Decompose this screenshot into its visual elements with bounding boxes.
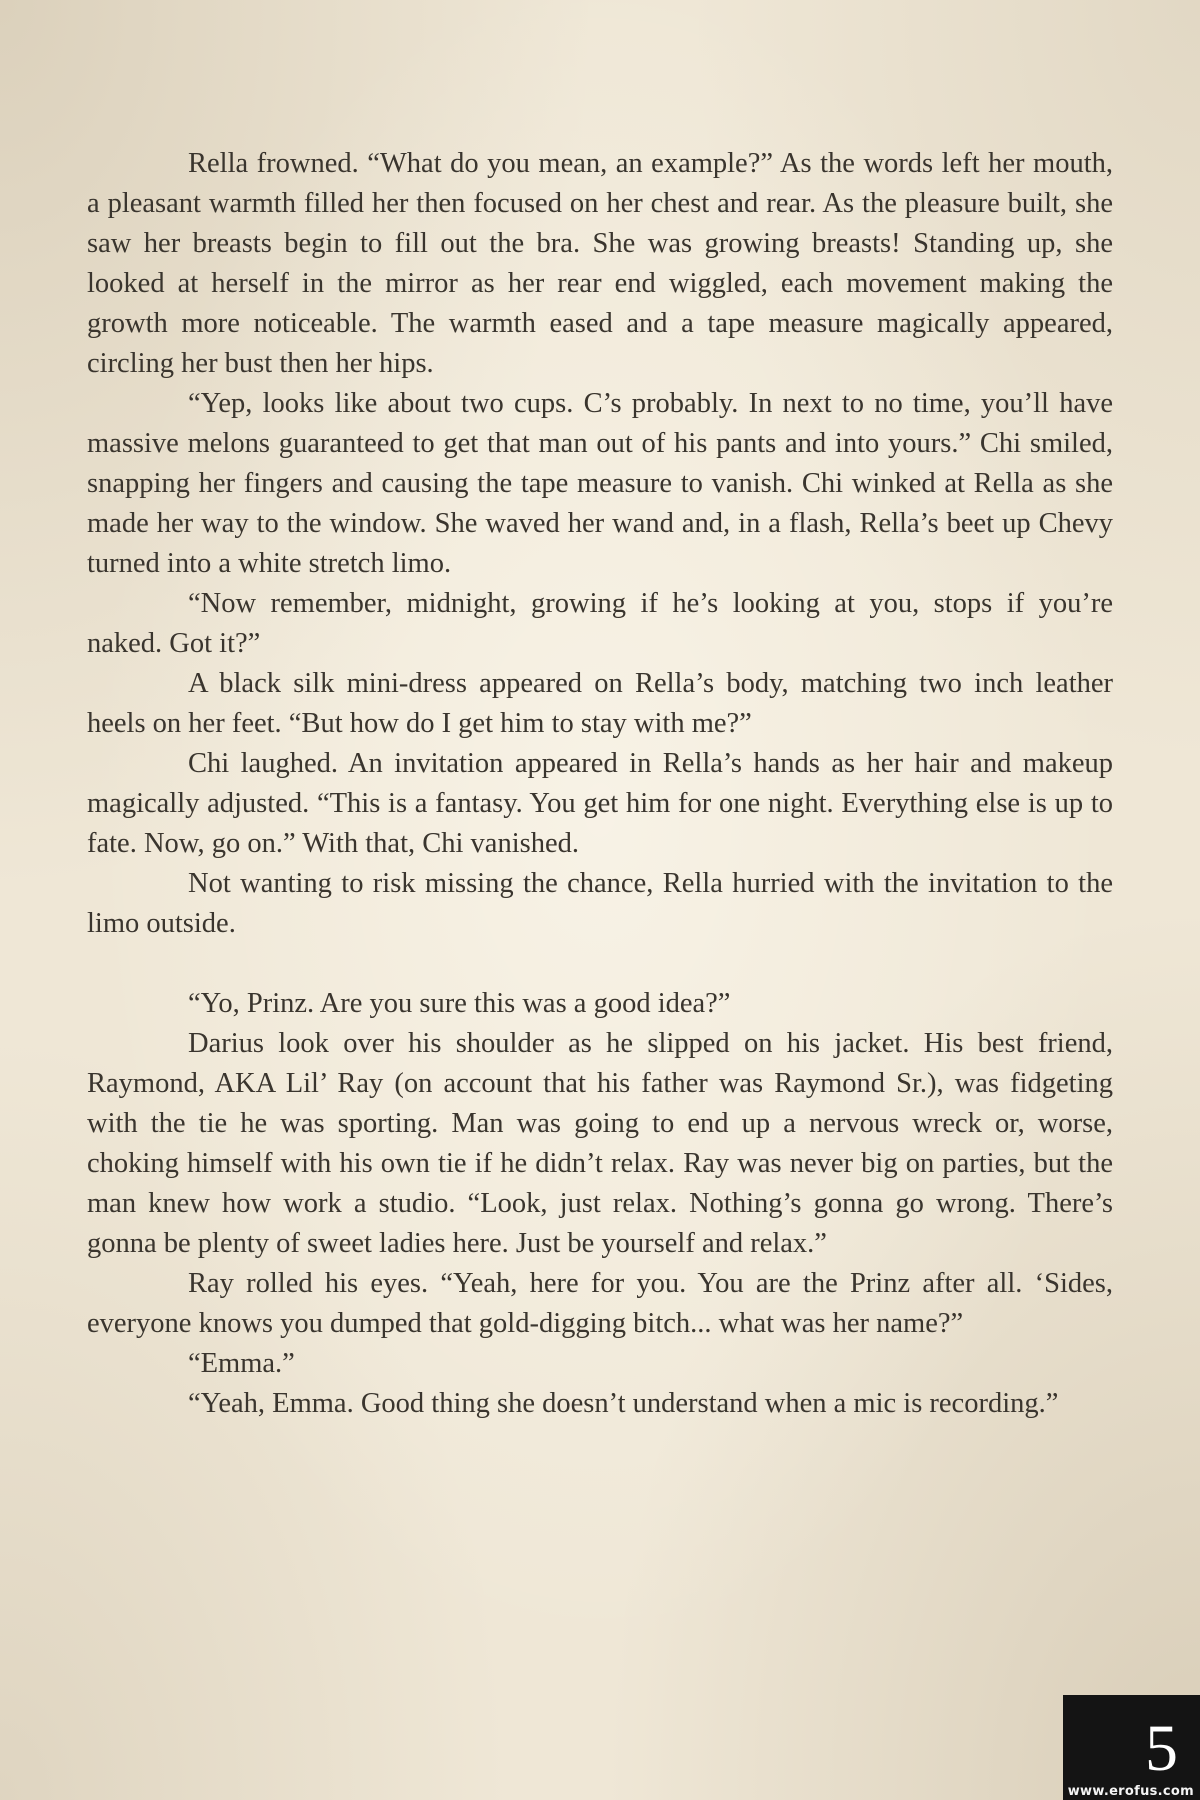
page-text bbox=[87, 144, 1113, 1424]
paragraph: “Yo, Prinz. Are you sure this was a good idea?” bbox=[188, 988, 731, 1019]
paragraph: “Yep, looks like about two cups. C’s probably. In next to no time, you’ll have massive melons guaranteed to get that man out of his pants and into yours.” Chi smiled, snapping her fingers and causing the tape measure to vanish. Chi winked at Rella as she made her way to the window. She waved her wand and, in a flash, Rella’s beet up Chevy turned into a white stretch limo. bbox=[87, 388, 1113, 579]
watermark: www.erofus.com bbox=[1067, 1784, 1194, 1799]
paragraph: “Now remember, midnight, growing if he’s looking at you, stops if you’re naked. Got it?” bbox=[87, 588, 1113, 659]
page-number-box bbox=[1063, 1695, 1200, 1800]
paragraph: Chi laughed. An invitation appeared in Rella’s hands as her hair and makeup magically adjusted. “This is a fantasy. You get him for one night. Everything else is up to fate. Now, go on.” With that, Chi vanished. bbox=[87, 748, 1113, 859]
paragraph: Ray rolled his eyes. “Yeah, here for you. You are the Prinz after all. ‘Sides, everyone knows you dumped that gold-digging bitch... what was her name?” bbox=[87, 1268, 1113, 1339]
paragraph: Rella frowned. “What do you mean, an example?” As the words left her mouth, a pleasant warmth filled her then focused on her chest and rear. As the pleasure built, she saw her breasts begin to fill out the bra. She was growing breasts! Standing up, she looked at herself in the mirror as her rear end wiggled, each movement making the growth more noticeable. The warmth eased and a tape measure magically appeared, circling her bust then her hips. bbox=[87, 148, 1113, 379]
paragraph: “Emma.” bbox=[188, 1348, 295, 1379]
paragraph: Not wanting to risk missing the chance, Rella hurried with the invitation to the limo outside. bbox=[87, 868, 1113, 939]
scene-break bbox=[87, 944, 1113, 984]
paragraph: “Yeah, Emma. Good thing she doesn’t understand when a mic is recording.” bbox=[188, 1388, 1059, 1419]
paragraph: A black silk mini-dress appeared on Rella’s body, matching two inch leather heels on her feet. “But how do I get him to stay with me?” bbox=[87, 668, 1113, 739]
paragraph: Darius look over his shoulder as he slipped on his jacket. His best friend, Raymond, AKA Lil’ Ray (on account that his father was Raymond Sr.), was fidgeting with the tie he was sporting. Man was going to end up a nervous wreck or, worse, choking himself with his own tie if he didn’t relax. Ray was never big on parties, but the man knew how work a studio. “Look, just relax. Nothing’s gonna go wrong. There’s gonna be plenty of sweet ladies here. Just be yourself and relax.” bbox=[87, 1028, 1113, 1259]
page-number: 5 bbox=[1145, 1712, 1178, 1785]
